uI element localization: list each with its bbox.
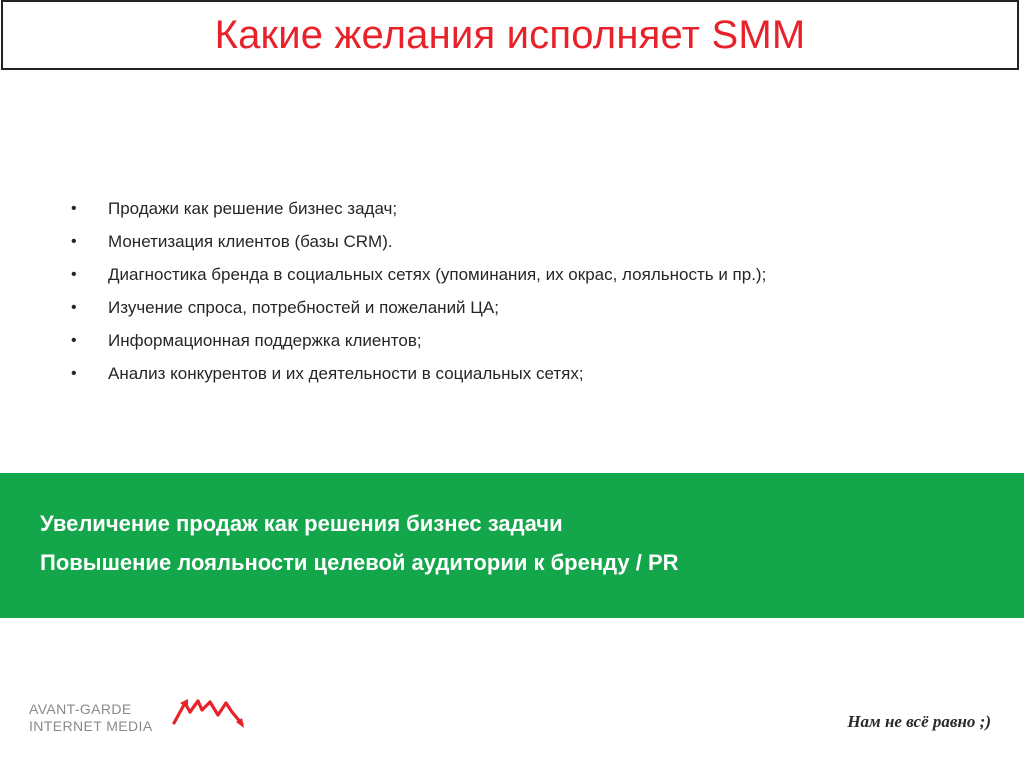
bullet-item [66,328,966,361]
bullet-text: Продажи как решение бизнес задач; [108,199,398,218]
bullet-item [66,196,966,229]
bullet-text: Диагностика бренда в социальных сетях (упоминания, их окрас, лояльность и пр.); [108,265,767,284]
bullet-text: Информационная поддержка клиентов; [108,331,422,350]
bullet-text: Монетизация клиентов (базы CRM). [108,232,393,251]
slide-title: Какие желания исполняет SMM [214,12,806,57]
bullet-dot-icon: • [71,233,77,250]
company-logo [29,701,153,743]
highlight-line-sales: Увеличение продаж как решения бизнес задачи [40,511,563,536]
logo-line-1: AVANT-GARDE [29,701,132,717]
bullet-item [66,229,966,262]
bullet-item [66,361,966,394]
bullet-dot-icon: • [71,365,77,382]
highlight-line-loyalty: Повышение лояльности целевой аудитории к бренду / PR [40,550,679,575]
bullet-dot-icon: • [71,200,77,217]
title-box [1,0,1019,70]
bullet-dot-icon: • [71,299,77,316]
highlight-band [0,473,1024,618]
bullet-item [66,295,966,328]
bullet-dot-icon: • [71,332,77,349]
bullet-dot-icon: • [71,266,77,283]
bullet-item [66,262,966,295]
tagline: Нам не всё равно ;) [847,712,991,731]
bullet-text: Изучение спроса, потребностей и пожеланий ЦА; [108,298,499,317]
bullet-text: Анализ конкурентов и их деятельности в социальных сетях; [108,364,584,383]
bullet-list [66,196,966,394]
logo-line-2: INTERNET MEDIA [29,718,153,734]
arrows-logo-icon [172,697,246,731]
